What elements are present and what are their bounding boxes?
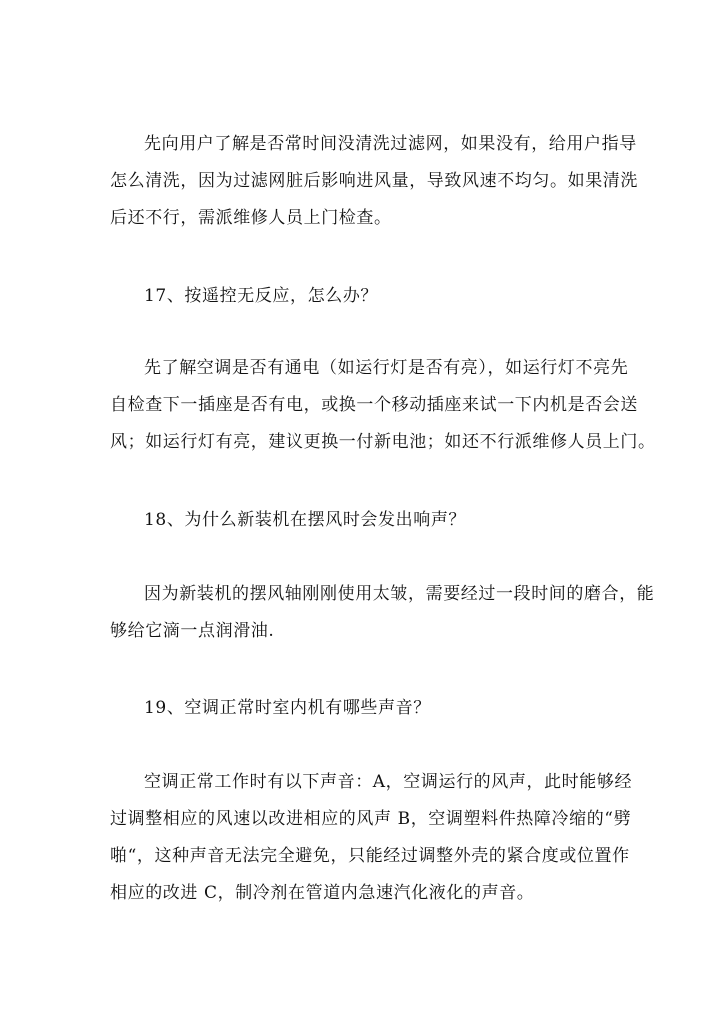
paragraph-line: 空调正常工作时有以下声音：A，空调运行的风声，此时能够经 (144, 772, 633, 792)
answer-paragraph-17 (110, 350, 656, 461)
question-heading-17 (110, 278, 615, 315)
answer-paragraph-19 (110, 764, 633, 912)
paragraph-line: 先了解空调是否有通电（如运行灯是否有亮），如运行灯不亮先 (144, 358, 629, 378)
question-text: 19、空调正常时室内机有哪些声音？ (144, 698, 431, 718)
paragraph-line: 啪“，这种声音无法完全避免，只能经过调整外壳的紧合度或位置作 (110, 846, 630, 866)
paragraph-line: 怎么清洗，因为过滤网脏后影响进风量，导致风速不均匀。如果清洗 (110, 171, 638, 191)
paragraph-line: 过调整相应的风速以改进相应的风声 B，空调塑料件热障冷缩的“劈 (110, 809, 632, 829)
paragraph-line: 风；如运行灯有亮，建议更换一付新电池；如还不行派维修人员上门。 (110, 432, 656, 452)
paragraph-line: 相应的改进 C，制冷剂在管道内急速汽化液化的声音。 (110, 883, 535, 903)
question-heading-18 (110, 502, 615, 539)
question-heading-19 (110, 690, 615, 727)
answer-paragraph-18 (110, 576, 655, 650)
question-text: 18、为什么新装机在摆风时会发出响声？ (144, 510, 467, 530)
paragraph-line: 因为新装机的摆风轴刚刚使用太皱，需要经过一段时间的磨合，能 (144, 584, 655, 604)
paragraph-line: 先向用户了解是否常时间没清洗过滤网，如果没有，给用户指导 (144, 134, 637, 154)
paragraph-line: 后还不行，需派维修人员上门检查。 (110, 208, 392, 228)
answer-paragraph-16 (110, 126, 638, 237)
paragraph-line: 够给它滴一点润滑油. (110, 621, 275, 641)
question-text: 17、按遥控无反应，怎么办？ (144, 286, 379, 306)
paragraph-line: 自检查下一插座是否有电，或换一个移动插座来试一下内机是否会送 (110, 395, 638, 415)
